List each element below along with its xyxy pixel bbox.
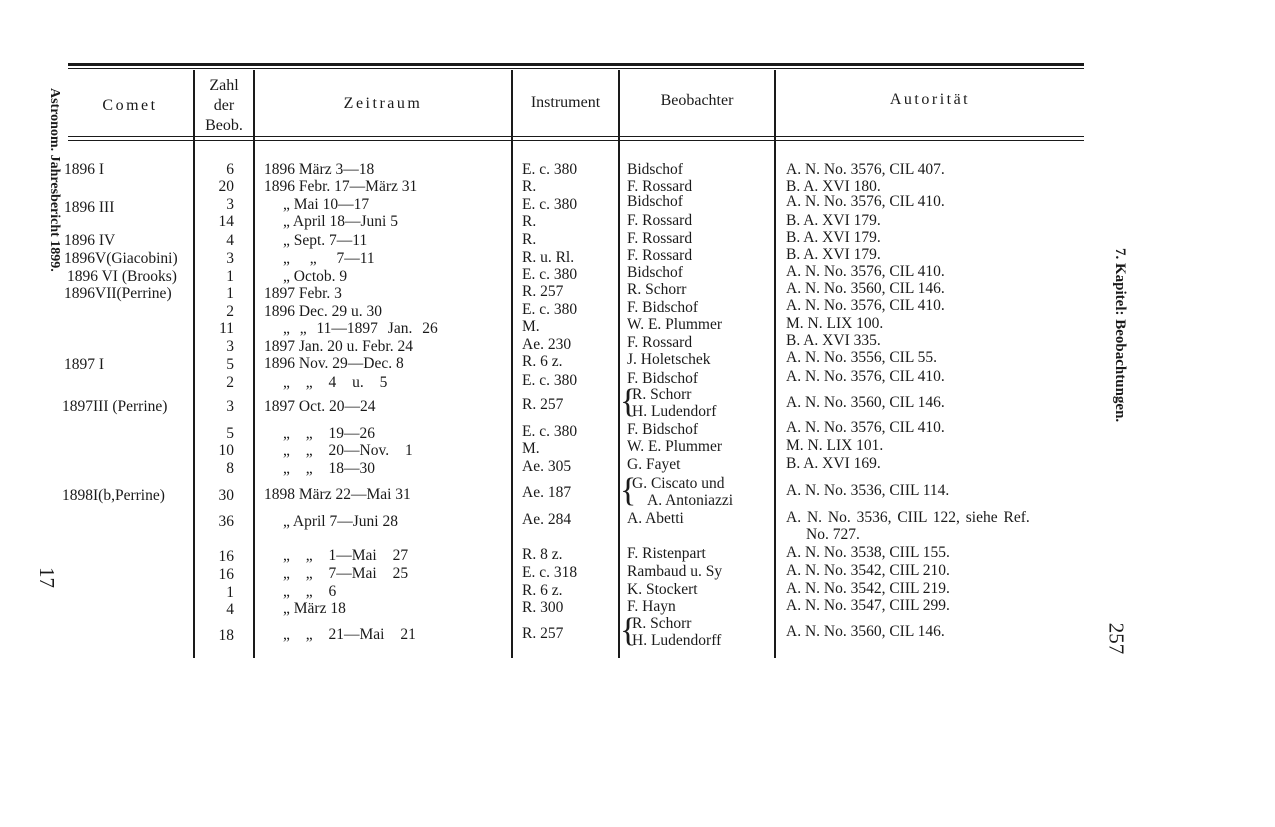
table-row-4-beobachter: F. Rossard [627,230,693,247]
table-row-1-beobachter: F. Rossard [627,178,693,195]
column-divider-4 [618,70,620,658]
table-row-0-zahl: 6 [226,161,234,178]
table-row-3-autoritaet: B. A. XVI 179. [786,212,881,229]
table-row-18-zeitraum: „ April 7—Juni 28 [283,513,398,530]
header-zahl-line-1: Zahl [209,77,239,94]
table-row-1-autoritaet: B. A. XVI 180. [786,178,881,195]
table-row-13-beobachter-line-2: H. Ludendorf [632,403,717,420]
table-row-10-beobachter: F. Rossard [627,334,693,351]
table-row-22-beobachter: F. Hayn [627,598,676,615]
table-row-15-instrument: M. [522,440,540,457]
table-row-19-beobachter: F. Ristenpart [627,545,706,562]
table-row-21-zeitraum: „ „ 6 [283,583,337,600]
table-row-6-instrument: E. c. 380 [522,266,578,283]
table-row-9-autoritaet: M. N. LIX 100. [786,315,884,332]
table-row-18-autoritaet: A. N. No. 3536, CIIL 122, siehe Ref. [786,509,1030,526]
table-row-19-instrument: R. 8 z. [522,546,563,563]
table-row-4-zahl: 4 [226,232,234,249]
table-row-0-beobachter: Bidschof [627,161,683,178]
header-beobachter: Beobachter [660,92,734,109]
table-row-11-instrument: R. 6 z. [522,353,563,370]
table-row-22-zahl: 4 [226,601,234,618]
left-running-head: Astronom. Jahresbericht 1899. [47,88,62,272]
table-row-17-brace: { [620,472,637,509]
table-row-10-zahl: 3 [226,338,234,355]
header-zeitraum: Zeitraum [343,95,423,112]
table-row-21-instrument: R. 6 z. [522,582,563,599]
table-row-5-zahl: 3 [226,250,234,267]
table-row-15-zeitraum: „ „ 20—Nov. 1 [283,442,413,459]
table-row-20-instrument: E. c. 318 [522,564,578,581]
table-row-14-autoritaet: A. N. No. 3576, CIL 410. [786,419,945,436]
top-rule-thin [68,68,1084,69]
table-row-13-zeitraum: 1897 Oct. 20—24 [264,398,376,415]
table-row-4-autoritaet: B. A. XVI 179. [786,229,881,246]
table-row-23-zahl: 18 [218,627,234,644]
table-row-6-autoritaet: A. N. No. 3576, CIL 410. [786,263,945,280]
table-row-11-autoritaet: A. N. No. 3556, CIL 55. [786,349,937,366]
table-row-18-instrument: Ae. 284 [522,511,572,528]
table-row-5-beobachter: F. Rossard [627,247,693,264]
table-row-1-zahl: 20 [218,178,234,195]
table-row-17-instrument: Ae. 187 [522,484,572,501]
table-row-11-zeitraum: 1896 Nov. 29—Dec. 8 [264,355,404,372]
table-row-8-autoritaet: A. N. No. 3576, CIL 410. [786,297,945,314]
table-row-2-comet: 1896 III [64,199,115,216]
table-row-23-brace: { [620,612,637,649]
table-row-1-instrument: R. [522,178,537,195]
table-row-17-comet: 1898I(b,Perrine) [62,487,165,504]
table-row-23-autoritaet: A. N. No. 3560, CIL 146. [786,623,945,640]
table-row-13-comet: 1897III (Perrine) [62,398,168,415]
table-row-14-zahl: 5 [226,425,234,442]
table-row-15-autoritaet: M. N. LIX 101. [786,437,884,454]
table-row-4-comet: 1896 IV [64,232,116,249]
table-row-9-beobachter: W. E. Plummer [627,316,723,333]
table-row-7-beobachter: R. Schorr [627,281,687,298]
table-row-7-comet: 1896VII(Perrine) [64,285,172,302]
header-rule-1 [68,136,1084,137]
table-row-3-instrument: R. [522,213,537,230]
table-row-10-instrument: Ae. 230 [522,336,572,353]
table-row-18-beobachter: A. Abetti [627,510,684,527]
table-row-2-zeitraum: „ Mai 10—17 [283,196,370,213]
table-row-8-beobachter: F. Bidschof [627,299,699,316]
table-row-16-instrument: Ae. 305 [522,458,572,475]
table-row-13-autoritaet: A. N. No. 3560, CIL 146. [786,394,945,411]
table-row-11-beobachter: J. Holetschek [627,351,711,368]
table-row-2-beobachter: Bidschof [627,193,683,210]
table-row-12-beobachter: F. Bidschof [627,370,699,387]
table-row-2-instrument: E. c. 380 [522,196,578,213]
table-row-9-instrument: M. [522,318,540,335]
left-page-number: 17 [35,567,59,588]
table-row-3-zahl: 14 [218,213,234,230]
top-rule-thick [68,63,1084,66]
table-row-0-instrument: E. c. 380 [522,161,578,178]
table-row-5-comet: 1896V(Giacobini) [64,250,178,267]
column-divider-3 [511,70,513,658]
table-row-0-comet: 1896 I [64,161,105,178]
table-row-7-autoritaet: A. N. No. 3560, CIL 146. [786,280,945,297]
table-row-23-zeitraum: „ „ 21—Mai 21 [283,626,416,643]
table-row-7-instrument: R. 257 [522,283,564,300]
table-row-5-autoritaet: B. A. XVI 179. [786,246,881,263]
header-instrument: Instrument [530,94,601,111]
header-comet: Comet [102,97,158,114]
table-row-14-instrument: E. c. 380 [522,423,578,440]
right-running-head: 7. Kapitel: Beobachtungen. [1112,248,1128,423]
table-row-23-beobachter-line-2: H. Ludendorff [632,632,722,649]
table-row-19-zeitraum: „ „ 1—Mai 27 [283,547,409,564]
table-row-20-zeitraum: „ „ 7—Mai 25 [283,565,409,582]
table-row-13-beobachter: R. Schorr [632,386,692,403]
right-page-number: 257 [1104,622,1129,655]
header-zahl-line-2: der [213,97,235,114]
table-row-14-zeitraum: „ „ 19—26 [283,425,376,442]
table-row-17-beobachter: G. Ciscato und [632,475,725,492]
table-row-12-zeitraum: „ „ 4 u. 5 [283,374,388,391]
table-row-19-autoritaet: A. N. No. 3538, CIIL 155. [786,544,950,561]
table-row-0-zeitraum: 1896 März 3—18 [264,161,375,178]
table-row-4-zeitraum: „ Sept. 7—11 [283,232,368,249]
table-row-13-brace: { [620,383,637,420]
table-row-13-instrument: R. 257 [522,396,564,413]
table-row-6-comet: 1896 VI (Brooks) [67,268,177,285]
table-row-11-comet: 1897 I [64,356,105,373]
table-row-16-zahl: 8 [226,460,234,477]
table-row-16-zeitraum: „ „ 18—30 [283,460,376,477]
table-row-18-autoritaet-line-2: No. 727. [806,526,860,543]
table-row-20-zahl: 16 [218,566,234,583]
table-row-8-zahl: 2 [226,303,234,320]
table-row-16-beobachter: G. Fayet [627,456,681,473]
table-row-22-autoritaet: A. N. No. 3547, CIIL 299. [786,597,950,614]
table-row-3-beobachter: F. Rossard [627,212,693,229]
table-row-20-beobachter: Rambaud u. Sy [627,563,723,580]
table-row-6-beobachter: Bidschof [627,264,683,281]
table-row-17-beobachter-line-2: A. Antoniazzi [647,492,734,509]
table-row-0-autoritaet: A. N. No. 3576, CIL 407. [786,161,945,178]
table-row-9-zeitraum: „ „ 11—1897 Jan. 26 [283,320,438,337]
table-row-22-instrument: R. 300 [522,599,564,616]
table-row-21-autoritaet: A. N. No. 3542, CIIL 219. [786,580,950,597]
table-row-21-beobachter: K. Stockert [627,581,698,598]
table-row-8-instrument: E. c. 380 [522,301,578,318]
column-divider-2 [253,70,255,658]
table-row-8-zeitraum: 1896 Dec. 29 u. 30 [264,303,382,320]
table-row-12-instrument: E. c. 380 [522,372,578,389]
table-row-12-autoritaet: A. N. No. 3576, CIL 410. [786,368,945,385]
table-row-13-zahl: 3 [226,398,234,415]
table-row-21-zahl: 1 [226,584,234,601]
column-divider-5 [774,70,776,658]
table-row-23-beobachter: R. Schorr [632,615,692,632]
table-row-17-zahl: 30 [218,487,234,504]
table-row-10-zeitraum: 1897 Jan. 20 u. Febr. 24 [264,338,413,355]
table-row-2-autoritaet: A. N. No. 3576, CIL 410. [786,193,945,210]
table-row-6-zahl: 1 [226,268,234,285]
table-row-7-zahl: 1 [226,285,234,302]
table-row-17-zeitraum: 1898 März 22—Mai 31 [264,486,411,503]
table-row-20-autoritaet: A. N. No. 3542, CIIL 210. [786,562,950,579]
table-row-5-zeitraum: „ „ 7—11 [283,250,375,267]
table-row-5-instrument: R. u. Rl. [522,249,575,266]
table-row-16-autoritaet: B. A. XVI 169. [786,455,881,472]
table-row-23-instrument: R. 257 [522,625,564,642]
table-row-4-instrument: R. [522,231,537,248]
table-row-6-zeitraum: „ Octob. 9 [283,268,348,285]
header-rule-2 [68,140,1084,141]
table-row-17-autoritaet: A. N. No. 3536, CIIL 114. [786,482,950,499]
table-row-11-zahl: 5 [226,356,234,373]
table-row-18-zahl: 36 [218,513,234,530]
table-row-15-beobachter: W. E. Plummer [627,438,723,455]
table-row-15-zahl: 10 [218,442,234,459]
table-row-14-beobachter: F. Bidschof [627,421,699,438]
table-row-1-zeitraum: 1896 Febr. 17—März 31 [264,178,418,195]
header-zahl-line-3: Beob. [205,117,243,134]
table-row-22-zeitraum: „ März 18 [283,600,346,617]
table-row-10-autoritaet: B. A. XVI 335. [786,332,881,349]
table-row-12-zahl: 2 [226,374,234,391]
table-row-7-zeitraum: 1897 Febr. 3 [264,285,342,302]
table-row-3-zeitraum: „ April 18—Juni 5 [283,213,398,230]
table-row-2-zahl: 3 [226,196,234,213]
table-row-9-zahl: 11 [219,320,234,337]
header-autoritaet: Autorität [889,91,971,108]
table-row-19-zahl: 16 [218,548,234,565]
